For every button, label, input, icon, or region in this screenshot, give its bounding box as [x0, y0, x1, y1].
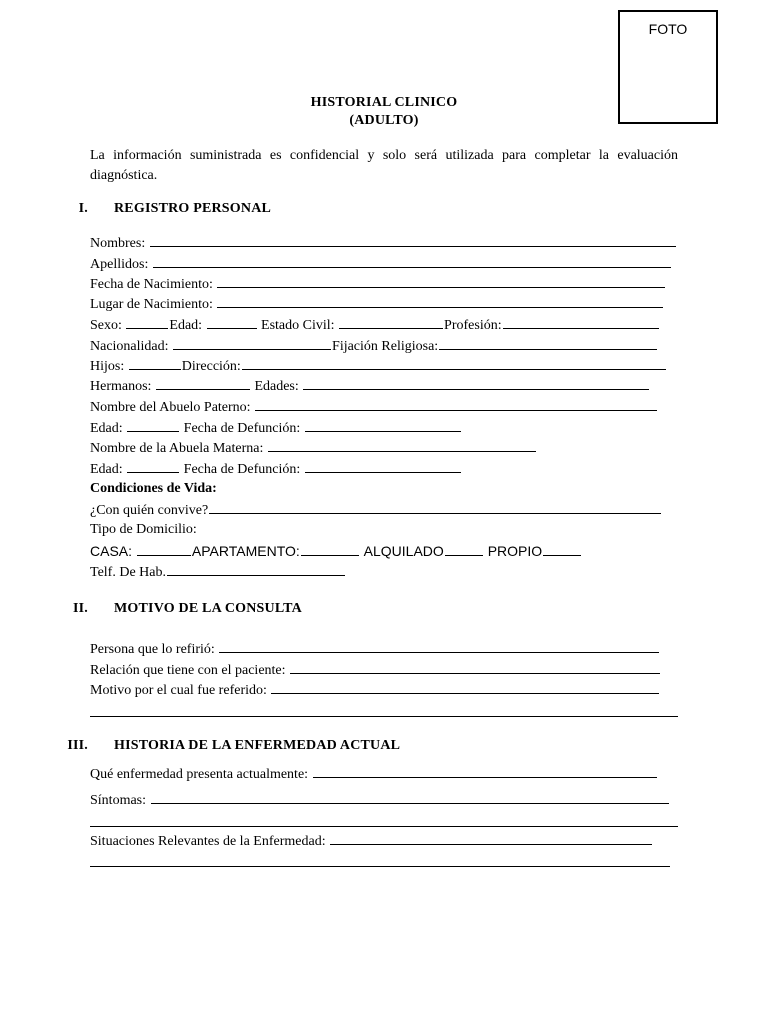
field-label: Relación que tiene con el paciente: — [90, 663, 286, 678]
abuelo-paterno-input-line[interactable] — [255, 397, 657, 411]
tipo-domicilio-label: Tipo de Domicilio: — [90, 522, 197, 537]
field-row-telf — [90, 562, 346, 582]
abuela-materna-input-line[interactable] — [268, 438, 536, 452]
edad-abuelo-input-line[interactable] — [127, 418, 179, 432]
situaciones-continuation-line[interactable] — [90, 866, 670, 867]
field-row-nacionalidad — [90, 336, 658, 356]
con-quien-input-line[interactable] — [209, 500, 661, 514]
nacionalidad-input-line[interactable] — [173, 336, 331, 350]
field-row-sintomas — [90, 790, 670, 810]
fecha-defuncion-abuelo-input-line[interactable] — [305, 418, 461, 432]
field-label: Qué enfermedad presenta actualmente: — [90, 767, 309, 782]
field-row-relacion — [90, 660, 661, 680]
edad-input-line[interactable] — [207, 315, 257, 329]
field-label: Hermanos: — [90, 379, 152, 394]
field-row-edad-abuela — [90, 459, 462, 479]
field-label: Nombre del Abuelo Paterno: — [90, 400, 251, 415]
field-label: Edad: — [90, 421, 123, 436]
field-label: Edad: — [169, 318, 203, 333]
section-number: II. — [73, 601, 88, 616]
intro-paragraph: La información suministrada es confidencial y solo será utilizada para completar la evaluación diagnóstica. — [90, 148, 678, 183]
hermanos-input-line[interactable] — [156, 376, 250, 390]
field-label: APARTAMENTO: — [191, 543, 300, 559]
document-title: HISTORIAL CLINICO — [310, 95, 458, 110]
field-label: ALQUILADO — [363, 543, 444, 559]
sintomas-continuation-line[interactable] — [90, 826, 678, 827]
field-label: Motivo por el cual fue referido: — [90, 683, 267, 698]
motivo-input-line[interactable] — [271, 680, 659, 694]
field-label: Situaciones Relevantes de la Enfermedad: — [90, 834, 326, 849]
hijos-input-line[interactable] — [129, 356, 181, 370]
field-label: Telf. De Hab. — [90, 565, 166, 580]
field-row-motivo — [90, 680, 660, 700]
field-label: Nombre de la Abuela Materna: — [90, 441, 264, 456]
edades-input-line[interactable] — [303, 376, 649, 390]
direccion-input-line[interactable] — [242, 356, 666, 370]
nombres-input-line[interactable] — [150, 233, 676, 247]
field-row-que-enfermedad — [90, 764, 658, 784]
section-title: MOTIVO DE LA CONSULTA — [114, 601, 302, 616]
field-label: ¿Con quién convive? — [90, 503, 209, 518]
lugar-nacimiento-input-line[interactable] — [217, 294, 663, 308]
section-title: REGISTRO PERSONAL — [114, 201, 272, 216]
field-label: PROPIO — [487, 543, 543, 559]
edad-abuela-input-line[interactable] — [127, 459, 179, 473]
field-row-con-quien — [90, 500, 662, 520]
field-row-hermanos — [90, 376, 650, 396]
field-label: Síntomas: — [90, 793, 147, 808]
field-label: Nacionalidad: — [90, 339, 169, 354]
field-label: Fecha de Nacimiento: — [90, 277, 213, 292]
field-row-domicilio — [90, 541, 582, 561]
alquilado-input-line[interactable] — [445, 542, 483, 556]
field-label: CASA: — [90, 543, 133, 559]
motivo-continuation-line[interactable] — [90, 716, 678, 717]
field-label: Apellidos: — [90, 257, 149, 272]
telf-input-line[interactable] — [167, 562, 345, 576]
field-row-fecha-nacimiento — [90, 274, 666, 294]
field-row-edad-abuelo — [90, 418, 462, 438]
apellidos-input-line[interactable] — [153, 254, 671, 268]
section-number: I. — [78, 201, 88, 216]
field-row-sexo — [90, 315, 660, 335]
field-label: Edades: — [254, 379, 299, 394]
field-label: Fijación Religiosa: — [332, 339, 439, 354]
field-row-hijos — [90, 356, 667, 376]
field-label: Profesión: — [444, 318, 502, 333]
field-row-abuela-materna — [90, 438, 537, 458]
profesion-input-line[interactable] — [503, 315, 659, 329]
situaciones-input-line[interactable] — [330, 831, 652, 845]
sintomas-input-line[interactable] — [151, 790, 669, 804]
field-row-nombres — [90, 233, 677, 253]
field-label: Edad: — [90, 462, 123, 477]
apartamento-input-line[interactable] — [301, 542, 359, 556]
field-label: Fecha de Defunción: — [183, 462, 301, 477]
que-enfermedad-input-line[interactable] — [313, 764, 657, 778]
field-label: Hijos: — [90, 359, 125, 374]
sexo-input-line[interactable] — [126, 315, 168, 329]
field-row-persona-refirio — [90, 639, 660, 659]
casa-input-line[interactable] — [137, 542, 191, 556]
photo-label: FOTO — [648, 21, 688, 37]
condiciones-vida-heading: Condiciones de Vida: — [90, 481, 217, 496]
estado-civil-input-line[interactable] — [339, 315, 443, 329]
field-label: Nombres: — [90, 236, 146, 251]
field-label: Fecha de Defunción: — [183, 421, 301, 436]
persona-refirio-input-line[interactable] — [219, 639, 659, 653]
section-title: HISTORIA DE LA ENFERMEDAD ACTUAL — [114, 738, 401, 753]
fecha-defuncion-abuela-input-line[interactable] — [305, 459, 461, 473]
field-label: Lugar de Nacimiento: — [90, 297, 213, 312]
fecha-nacimiento-input-line[interactable] — [217, 274, 665, 288]
field-label: Persona que lo refirió: — [90, 642, 215, 657]
field-row-apellidos — [90, 254, 672, 274]
field-label: Sexo: — [90, 318, 122, 333]
field-row-situaciones — [90, 831, 653, 851]
field-label: Dirección: — [181, 359, 241, 374]
fijacion-religiosa-input-line[interactable] — [439, 336, 657, 350]
photo-box — [618, 10, 718, 124]
field-row-abuelo-paterno — [90, 397, 658, 417]
propio-input-line[interactable] — [543, 542, 581, 556]
document-subtitle: (ADULTO) — [349, 113, 419, 128]
field-row-lugar-nacimiento — [90, 294, 664, 314]
relacion-input-line[interactable] — [290, 660, 660, 674]
field-label: Estado Civil: — [261, 318, 335, 333]
section-number: III. — [67, 738, 88, 753]
